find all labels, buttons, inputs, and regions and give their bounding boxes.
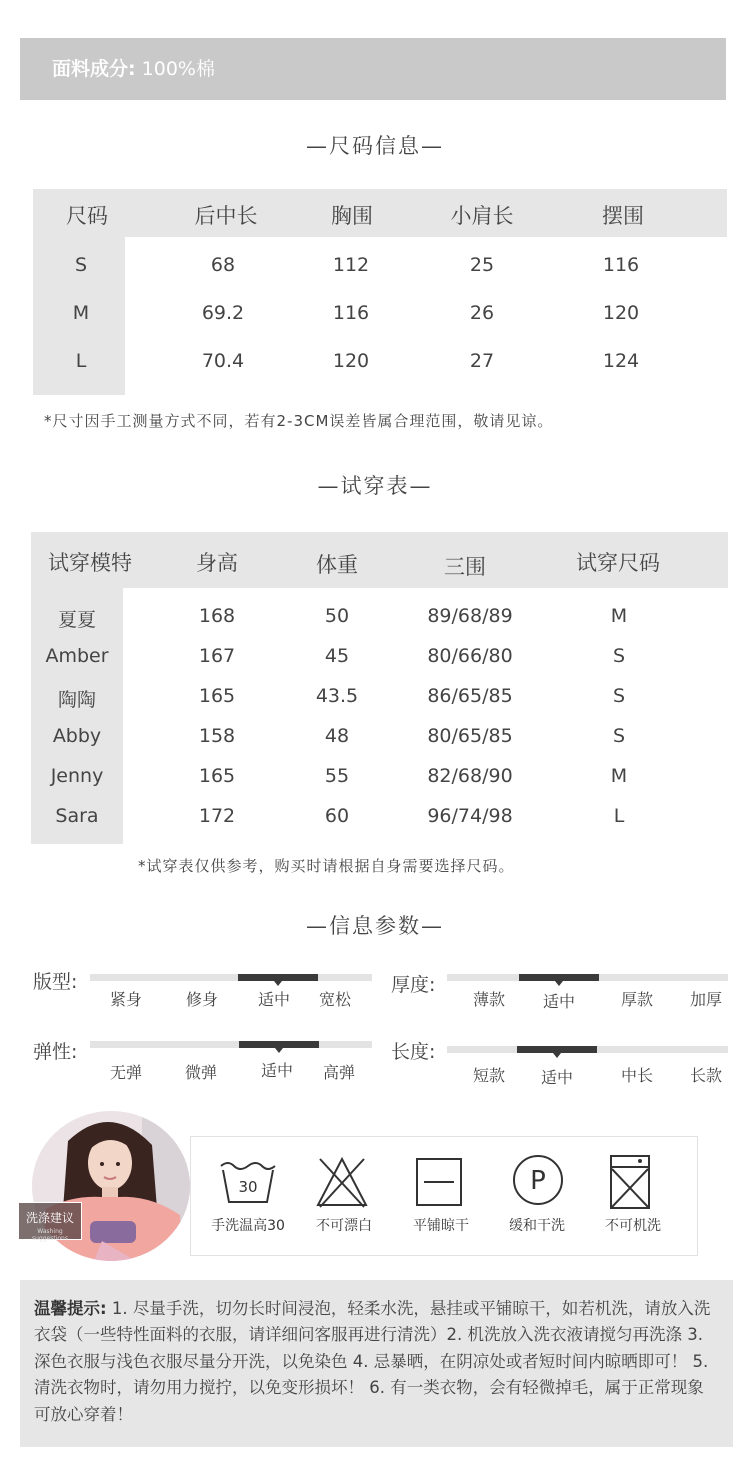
elasticity-option: 微弹 <box>184 1063 218 1082</box>
tryon-cell: M <box>610 765 628 787</box>
tryon-cell: 96/74/98 <box>427 805 513 827</box>
tryon-cell: 43.5 <box>315 685 359 707</box>
elasticity-label: 弹性: <box>33 1041 78 1063</box>
fit-option: 宽松 <box>318 990 352 1009</box>
thickness-option: 加厚 <box>689 990 723 1009</box>
length-option-selected: 适中 <box>540 1068 574 1087</box>
elasticity-option-selected: 适中 <box>260 1061 294 1080</box>
tryon-cell: 夏夏 <box>57 609 97 631</box>
fabric-value: 100%棉 <box>141 58 215 80</box>
washing-tag-text: 洗涤建议 <box>25 1211 74 1225</box>
basin-temp-text: 30 <box>238 1178 258 1196</box>
size-header-hem: 摆围 <box>602 204 644 228</box>
elasticity-option: 高弹 <box>322 1063 356 1082</box>
thickness-pointer-icon <box>555 981 563 986</box>
fit-label: 版型: <box>33 971 78 993</box>
length-option: 长款 <box>689 1066 723 1085</box>
tryon-header-size: 试穿尺码 <box>576 551 660 575</box>
size-header-back-length: 后中长 <box>194 204 258 228</box>
size-cell: 124 <box>602 350 640 372</box>
wash-label-handwash: 手洗温高30 <box>211 1218 285 1234</box>
tryon-cell: M <box>610 605 628 627</box>
tryon-cell: S <box>612 645 626 667</box>
tryon-cell: 86/65/85 <box>427 685 513 707</box>
fabric-composition-bar <box>20 38 726 100</box>
wash-label-no-bleach: 不可漂白 <box>316 1218 372 1234</box>
tryon-cell: L <box>613 805 625 827</box>
tryon-cell: Sara <box>55 805 99 827</box>
tips-text: 1. 尽量手洗，切勿长时间浸泡，轻柔水洗，悬挂或平铺晾干，如若机洗，请放入洗衣袋（一些特性面料的衣服，请详细问客服再进行清洗）2. 机洗放入洗衣液请搅匀再洗涤 3. 深色衣服与浅色衣服尽量分开洗，以免染色 4. 忌暴晒，在阴凉处或者短时间内晾晒即可！ 5. 清洗衣物时，请勿用力搅拧，以免变形损坏！ 6. 有一类衣物，会有轻微掉毛，属于正常现象可放心穿着！ <box>34 1299 711 1424</box>
tryon-cell: 80/65/85 <box>427 725 513 747</box>
fit-option: 紧身 <box>109 990 143 1009</box>
care-tips-box <box>20 1280 733 1447</box>
tryon-cell: 158 <box>198 725 236 747</box>
size-cell: 116 <box>602 254 640 276</box>
hand-wash-30-icon <box>219 1156 277 1208</box>
tryon-section-title: —试穿表— <box>317 474 433 498</box>
thickness-option: 厚款 <box>620 990 654 1009</box>
size-cell: M <box>72 302 90 324</box>
size-cell: 120 <box>602 302 640 324</box>
size-header-size: 尺码 <box>66 204 108 228</box>
tryon-cell: 82/68/90 <box>427 765 513 787</box>
fit-track <box>90 974 372 981</box>
tryon-cell: 167 <box>198 645 236 667</box>
size-header-bust: 胸围 <box>331 204 373 228</box>
no-bleach-icon <box>314 1155 370 1209</box>
tryon-table <box>31 532 728 844</box>
tryon-cell: 172 <box>198 805 236 827</box>
tryon-header-weight: 体重 <box>316 553 358 577</box>
tips-label: 温馨提示: <box>34 1299 107 1318</box>
size-cell: L <box>75 350 87 372</box>
fabric-label: 面料成分: <box>52 58 136 80</box>
length-pointer-icon <box>553 1053 561 1058</box>
tryon-cell: 168 <box>198 605 236 627</box>
tryon-header-measurements: 三围 <box>444 555 486 579</box>
size-cell: 120 <box>332 350 370 372</box>
tryon-cell: 陶陶 <box>57 689 97 711</box>
length-option: 中长 <box>620 1066 654 1085</box>
no-machine-wash-icon <box>610 1155 650 1209</box>
wash-label-no-machine: 不可机洗 <box>605 1218 661 1234</box>
flat-dry-icon <box>416 1158 462 1206</box>
tryon-cell: 55 <box>324 765 350 787</box>
fit-option: 修身 <box>185 990 219 1009</box>
thickness-option-selected: 适中 <box>542 992 576 1011</box>
size-cell: 69.2 <box>201 302 245 324</box>
wash-label-dry-clean: 缓和干洗 <box>509 1218 565 1234</box>
gentle-dry-clean-icon <box>512 1154 564 1206</box>
wash-label-flat-dry: 平铺晾干 <box>413 1218 469 1234</box>
tryon-cell: 89/68/89 <box>427 605 513 627</box>
size-cell: 25 <box>469 254 495 276</box>
tryon-cell: Abby <box>52 725 102 747</box>
tryon-cell: 80/66/80 <box>427 645 513 667</box>
size-note: *尺寸因手工测量方式不同，若有2-3CM误差皆属合理范围，敬请见谅。 <box>44 412 554 430</box>
size-cell: 26 <box>469 302 495 324</box>
elasticity-option: 无弹 <box>109 1063 143 1082</box>
elasticity-pointer-icon <box>275 1048 283 1053</box>
tryon-header-height: 身高 <box>196 551 238 575</box>
tryon-cell: 45 <box>324 645 350 667</box>
tryon-header-model: 试穿模特 <box>48 551 132 575</box>
fit-indicator <box>238 974 318 981</box>
tryon-cell: Amber <box>45 645 109 667</box>
tryon-cell: 165 <box>198 685 236 707</box>
dry-clean-p-text: P <box>530 1166 546 1196</box>
tryon-cell: 165 <box>198 765 236 787</box>
size-header-shoulder: 小肩长 <box>450 204 514 228</box>
params-section-title: —信息参数— <box>306 914 444 938</box>
length-label: 长度: <box>391 1041 436 1063</box>
washing-tag <box>18 1202 82 1240</box>
elasticity-indicator <box>239 1041 319 1048</box>
thickness-indicator <box>519 974 599 981</box>
fit-pointer-icon <box>274 981 282 986</box>
tryon-cell: 48 <box>324 725 350 747</box>
tryon-note: *试穿表仅供参考，购买时请根据自身需要选择尺码。 <box>138 857 515 875</box>
tryon-cell: 50 <box>324 605 350 627</box>
tryon-cell: Jenny <box>50 765 104 787</box>
size-cell: 68 <box>210 254 236 276</box>
size-cell: 112 <box>332 254 370 276</box>
elasticity-track <box>90 1041 372 1048</box>
length-option: 短款 <box>472 1066 506 1085</box>
size-cell: S <box>74 254 88 276</box>
size-section-title: —尺码信息— <box>306 134 444 158</box>
size-cell: 27 <box>469 350 495 372</box>
tryon-cell: 60 <box>324 805 350 827</box>
size-cell: 116 <box>332 302 370 324</box>
size-table <box>33 189 727 395</box>
thickness-label: 厚度: <box>391 974 436 996</box>
tryon-cell: S <box>612 725 626 747</box>
tryon-cell: S <box>612 685 626 707</box>
size-cell: 70.4 <box>201 350 245 372</box>
washing-tag-subtext: Washing suggestions <box>32 1228 68 1242</box>
fit-option-selected: 适中 <box>257 990 291 1009</box>
thickness-option: 薄款 <box>472 990 506 1009</box>
length-indicator <box>517 1046 597 1053</box>
